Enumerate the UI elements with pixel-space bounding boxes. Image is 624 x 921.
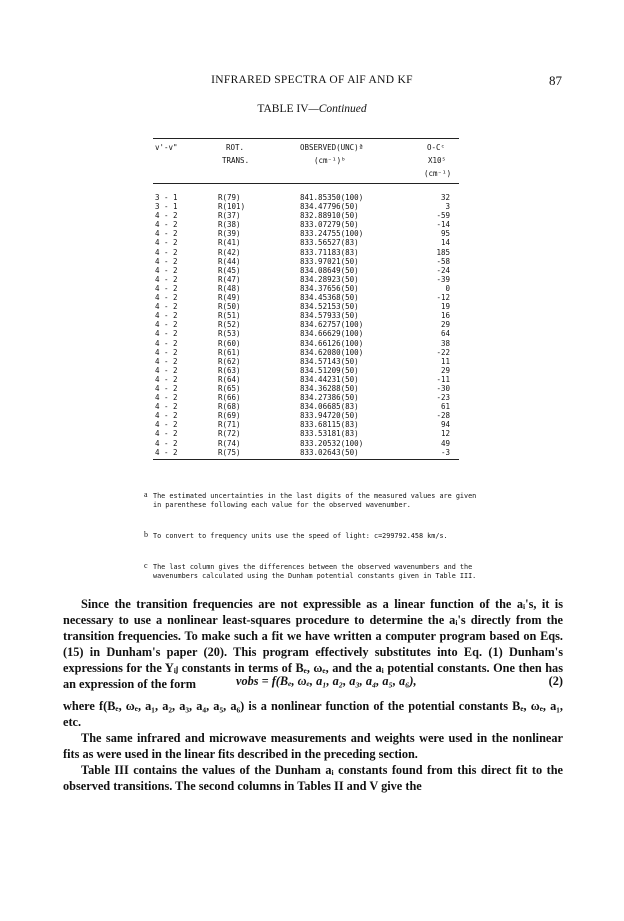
cell-observed: 833.20532(100): [300, 438, 364, 448]
cell-observed: 841.85350(100): [300, 193, 364, 202]
cell-rot-trans: R(68): [218, 402, 241, 412]
table-row: [0, 420, 624, 429]
cell-observed: 834.44231(50): [300, 374, 359, 384]
footnote-a-text: The estimated uncertainties in the last digits of the measured values are given in parenthese following each value for the observed wavenumber.: [153, 492, 477, 509]
cell-rot-trans: R(49): [218, 293, 241, 303]
table-row: [0, 229, 624, 238]
table-row: [0, 248, 624, 257]
cell-observed: 834.08649(50): [300, 265, 359, 275]
table-row: [0, 402, 624, 411]
column-header-rot-2: TRANS.: [222, 156, 250, 165]
table-row: [0, 429, 624, 438]
cell-vv: 4 - 2: [155, 365, 178, 375]
table-row: [0, 375, 624, 384]
cell-vv: 4 - 2: [155, 374, 178, 384]
cell-vv: 4 - 2: [155, 438, 178, 448]
cell-rot-trans: R(39): [218, 229, 241, 239]
cell-rot-trans: R(53): [218, 329, 241, 339]
footnote-c-mark: c: [144, 561, 148, 570]
cell-rot-trans: R(60): [218, 338, 241, 348]
cell-observed: 834.47796(50): [300, 202, 359, 212]
table-row: [0, 348, 624, 357]
cell-observed: 834.28923(50): [300, 274, 359, 284]
cell-observed: 833.07279(50): [300, 220, 359, 230]
cell-o-c: 3: [445, 202, 450, 212]
paragraph-text: where f(Bₑ, ωₑ, a₁, a₂, a₃, a₄, a₅, a₆) is a nonlinear function of the potential constants Bₑ, ωₑ, a₁, etc.: [63, 699, 563, 729]
cell-observed: 834.51209(50): [300, 365, 359, 375]
cell-observed: 833.94720(50): [300, 411, 359, 421]
cell-observed: 834.66629(100): [300, 329, 364, 339]
page-number: 87: [549, 73, 562, 88]
cell-vv: 4 - 2: [155, 229, 178, 239]
cell-observed: 834.36288(50): [300, 383, 359, 393]
table-row: [0, 284, 624, 293]
table-row: [0, 393, 624, 402]
paragraph-text: Table III contains the values of the Dunham aᵢ constants found from this direct fit to the observed transitions. The second columns in Tables II and V give the: [63, 763, 563, 793]
cell-o-c: -59: [436, 211, 450, 221]
cell-vv: 4 - 2: [155, 265, 178, 275]
cell-vv: 4 - 2: [155, 338, 178, 348]
cell-o-c: -39: [436, 274, 450, 284]
cell-observed: 834.37656(50): [300, 283, 359, 293]
column-header-oc-3: (cm⁻¹): [424, 169, 452, 178]
table-row: [0, 211, 624, 220]
column-header-oc-1: O-Cᶜ: [427, 143, 446, 152]
cell-o-c: 29: [440, 320, 450, 330]
footnote-b: [144, 530, 483, 541]
cell-rot-trans: R(52): [218, 320, 241, 330]
table-title-label: TABLE IV: [257, 103, 309, 115]
table-row: [0, 193, 624, 202]
cell-o-c: 16: [440, 311, 450, 321]
table-title: [0, 103, 624, 115]
cell-rot-trans: R(37): [218, 211, 241, 221]
cell-rot-trans: R(64): [218, 374, 241, 384]
column-header-vv: v'-v": [155, 143, 178, 152]
cell-o-c: -23: [436, 393, 450, 403]
equation-number: (2): [548, 674, 563, 688]
cell-vv: 4 - 2: [155, 238, 178, 248]
cell-o-c: 11: [440, 356, 450, 366]
running-title: INFRARED SPECTRA OF AlF AND KF: [211, 74, 413, 86]
cell-rot-trans: R(72): [218, 429, 241, 439]
table-row: [0, 357, 624, 366]
cell-observed: 833.68115(83): [300, 420, 359, 430]
cell-observed: 834.52153(50): [300, 302, 359, 312]
table-row: [0, 320, 624, 329]
cell-o-c: 185: [436, 247, 450, 257]
paragraph-text: The same infrared and microwave measurements and weights were used in the nonlinear fits as were used in the linear fits described in the preceding section.: [63, 731, 563, 761]
footnote-a-mark: a: [144, 490, 148, 499]
cell-rot-trans: R(79): [218, 193, 241, 202]
cell-vv: 4 - 2: [155, 293, 178, 303]
cell-o-c: -3: [440, 447, 450, 457]
cell-observed: 833.53181(83): [300, 429, 359, 439]
cell-rot-trans: R(47): [218, 274, 241, 284]
cell-o-c: 95: [440, 229, 450, 239]
cell-o-c: 64: [440, 329, 450, 339]
cell-vv: 4 - 2: [155, 220, 178, 230]
cell-o-c: 32: [440, 193, 450, 202]
table-row: [0, 202, 624, 211]
cell-observed: 834.62757(100): [300, 320, 364, 330]
column-header-oc-2: X10⁵: [428, 156, 447, 165]
cell-o-c: -28: [436, 411, 450, 421]
table-row: [0, 448, 624, 457]
cell-rot-trans: R(65): [218, 383, 241, 393]
cell-observed: 834.27386(50): [300, 393, 359, 403]
cell-vv: 4 - 2: [155, 247, 178, 257]
cell-vv: 4 - 2: [155, 211, 178, 221]
table-row: [0, 384, 624, 393]
cell-o-c: -12: [436, 293, 450, 303]
table-row: [0, 329, 624, 338]
cell-rot-trans: R(48): [218, 283, 241, 293]
cell-o-c: 94: [440, 420, 450, 430]
cell-vv: 4 - 2: [155, 302, 178, 312]
paragraph-text: Since the transition frequencies are not expressible as a linear function of the aᵢ's, it is necessary to use a nonlinear least-squares procedure to determine the aᵢ's directly from the transition frequencies. To make such a fit we have written a computer program based on Eqs. (15) in Dunham's paper (20). This program effectively substitutes into Eq. (1) Dunham's expressions for the Yᵢⱼ constants in terms of Bₑ, ωₑ, and the aᵢ potential constants. One then has an expression of the form: [63, 597, 563, 691]
cell-o-c: 12: [440, 429, 450, 439]
cell-rot-trans: R(50): [218, 302, 241, 312]
cell-vv: 4 - 2: [155, 329, 178, 339]
footnote-a: [144, 490, 483, 510]
cell-observed: 834.45368(50): [300, 293, 359, 303]
cell-vv: 4 - 2: [155, 420, 178, 430]
cell-observed: 834.66126(100): [300, 338, 364, 348]
footnote-b-mark: b: [144, 530, 148, 539]
body-paragraph-2: [63, 698, 563, 794]
cell-o-c: -11: [436, 374, 450, 384]
cell-rot-trans: R(66): [218, 393, 241, 403]
cell-rot-trans: R(74): [218, 438, 241, 448]
cell-o-c: -14: [436, 220, 450, 230]
cell-o-c: 19: [440, 302, 450, 312]
cell-vv: 4 - 2: [155, 311, 178, 321]
table-row: [0, 257, 624, 266]
table-title-continued: —Continued: [308, 103, 367, 115]
cell-vv: 4 - 2: [155, 393, 178, 403]
cell-observed: 834.62080(100): [300, 347, 364, 357]
cell-rot-trans: R(51): [218, 311, 241, 321]
table-row: [0, 238, 624, 247]
table-row: [0, 311, 624, 320]
cell-o-c: 49: [440, 438, 450, 448]
cell-rot-trans: R(41): [218, 238, 241, 248]
cell-rot-trans: R(75): [218, 447, 241, 457]
cell-vv: 4 - 2: [155, 347, 178, 357]
cell-rot-trans: R(45): [218, 265, 241, 275]
column-header-observed-2: (cm⁻¹)ᵇ: [314, 156, 346, 165]
cell-observed: 833.71183(83): [300, 247, 359, 257]
cell-vv: 3 - 1: [155, 202, 178, 212]
cell-vv: 4 - 2: [155, 402, 178, 412]
cell-o-c: 29: [440, 365, 450, 375]
cell-observed: 834.57933(50): [300, 311, 359, 321]
table-row: [0, 302, 624, 311]
cell-o-c: -24: [436, 265, 450, 275]
cell-o-c: 38: [440, 338, 450, 348]
footnote-c-text: The last column gives the differences between the observed wavenumbers and the wavenumbers calculated using the Dunham potential constants given in Table III.: [153, 563, 477, 580]
cell-o-c: -30: [436, 383, 450, 393]
column-header-observed-1: OBSERVED(UNC)ª: [300, 143, 364, 152]
cell-o-c: -58: [436, 256, 450, 266]
cell-vv: 4 - 2: [155, 320, 178, 330]
cell-observed: 834.57143(50): [300, 356, 359, 366]
cell-rot-trans: R(71): [218, 420, 241, 430]
table-row: [0, 439, 624, 448]
cell-rot-trans: R(42): [218, 247, 241, 257]
cell-o-c: 0: [445, 283, 450, 293]
table-top-rule: [153, 138, 459, 139]
cell-rot-trans: R(62): [218, 356, 241, 366]
column-header-rot-1: ROT.: [226, 143, 245, 152]
table-row: [0, 266, 624, 275]
footnote-c: [144, 561, 483, 581]
cell-rot-trans: R(69): [218, 411, 241, 421]
table-row: [0, 366, 624, 375]
cell-vv: 4 - 2: [155, 256, 178, 266]
cell-vv: 4 - 2: [155, 383, 178, 393]
cell-rot-trans: R(38): [218, 220, 241, 230]
cell-rot-trans: R(61): [218, 347, 241, 357]
cell-o-c: -22: [436, 347, 450, 357]
table-row: [0, 220, 624, 229]
cell-o-c: 61: [440, 402, 450, 412]
cell-observed: 833.56527(83): [300, 238, 359, 248]
table-row: [0, 293, 624, 302]
cell-vv: 4 - 2: [155, 429, 178, 439]
cell-vv: 4 - 2: [155, 356, 178, 366]
table-bottom-rule: [153, 459, 459, 460]
cell-rot-trans: R(63): [218, 365, 241, 375]
equation-expression: νobs = f(Bₑ, ωₑ, a₁, a₂, a₃, a₄, a₅, a₆),: [236, 674, 417, 688]
table-header-rule: [153, 183, 459, 184]
cell-observed: 832.88910(50): [300, 211, 359, 221]
table-row: [0, 339, 624, 348]
table-row: [0, 411, 624, 420]
cell-observed: 833.97021(50): [300, 256, 359, 266]
table-row: [0, 275, 624, 284]
cell-vv: 4 - 2: [155, 411, 178, 421]
cell-o-c: 14: [440, 238, 450, 248]
cell-vv: 4 - 2: [155, 274, 178, 284]
table-body: [0, 193, 624, 457]
cell-vv: 4 - 2: [155, 283, 178, 293]
cell-observed: 833.02643(50): [300, 447, 359, 457]
cell-vv: 4 - 2: [155, 447, 178, 457]
cell-rot-trans: R(44): [218, 256, 241, 266]
cell-vv: 3 - 1: [155, 193, 178, 202]
cell-observed: 833.24755(100): [300, 229, 364, 239]
footnote-b-text: To convert to frequency units use the speed of light: c=299792.458 km/s.: [153, 532, 448, 540]
cell-rot-trans: R(101): [218, 202, 246, 212]
cell-observed: 834.06685(83): [300, 402, 359, 412]
